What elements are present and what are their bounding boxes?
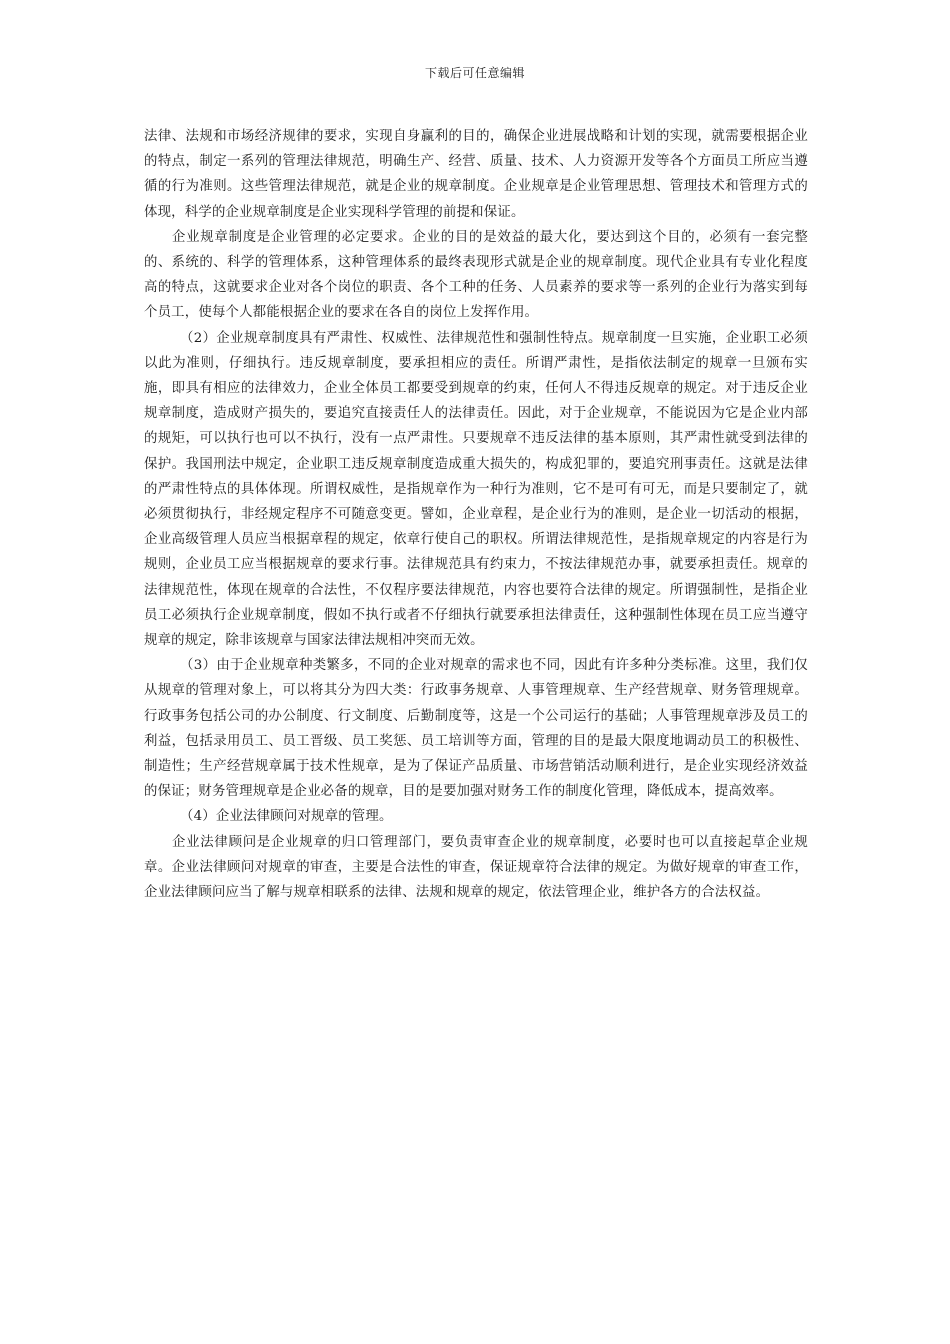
paragraph-6: 企业法律顾问是企业规章的归口管理部门，要负责审查企业的规章制度，必要时也可以直接起草企业规章。企业法律顾问对规章的审查，主要是合法性的审查，保证规章符合法律的规定。为做好规章的审查工作，企业法律顾问应当了解与规章相联系的法律、法规和规章的规定，依法管理企业，维护各方的合法权益。 [144, 834, 808, 901]
paragraph-4: （3）由于企业规章种类繁多，不同的企业对规章的需求也不同，因此有许多种分类标准。这里，我们仅从规章的管理对象上，可以将其分为四大类：行政事务规章、人事管理规章、生产经营规章、财务管理规章。行政事务包括公司的办公制度、行文制度、后勤制度等，这是一个公司运行的基础；人事管理规章涉及员工的利益，包括录用员工、员工晋级、员工奖惩、员工培训等方面，管理的目的是最大限度地调动员工的积极性、制造性；生产经营规章属于技术性规章，是为了保证产品质量、市场营销活动顺利进行，是企业实现经济效益的保证；财务管理规章是企业必备的规章，目的是要加强对财务工作的制度化管理，降低成本，提高效率。 [144, 658, 808, 800]
paragraph-3: （2）企业规章制度具有严肃性、权威性、法律规范性和强制性特点。规章制度一旦实施，企业职工必须以此为准则，仔细执行。违反规章制度，要承担相应的责任。所谓严肃性，是指依法制定的规章一旦颁布实施，即具有相应的法律效力，企业全体员工都要受到规章的约束，任何人不得违反规章的规定。对于违反企业规章制度，造成财产损失的，要追究直接责任人的法律责任。因此，对于企业规章，不能说因为它是企业内部的规矩，可以执行也可以不执行，没有一点严肃性。只要规章不违反法律的基本原则，其严肃性就受到法律的保护。我国刑法中规定，企业职工违反规章制度造成重大损失的，构成犯罪的，要追究刑事责任。这就是法律的严肃性特点的具体体现。所谓权威性，是指规章作为一种行为准则，它不是可有可无，而是只要制定了，就必须贯彻执行，非经规定程序不可随意变更。譬如，企业章程，是企业行为的准则，是企业一切活动的根据，企业高级管理人员应当根据章程的规定，依章行使自己的职权。所谓法律规范性，是指规章规定的内容是行为规则，企业员工应当根据规章的要求行事。法律规范具有约束力，不按法律规范办事，就要承担责任。规章的法律规范性，体现在规章的合法性，不仅程序要法律规范，内容也要符合法律的规定。所谓强制性，是指企业员工必须执行企业规章制度，假如不执行或者不仔细执行就要承担法律责任，这种强制性体现在员工应当遵守规章的规定，除非该规章与国家法律法规相冲突而无效。 [144, 330, 808, 649]
paragraph-2: 企业规章制度是企业管理的必定要求。企业的目的是效益的最大化，要达到这个目的，必须有一套完整的、系统的、科学的管理体系，这种管理体系的最终表现形式就是企业的规章制度。现代企业具有专业化程度高的特点，这就要求企业对各个岗位的职责、各个工种的任务、人员素养的要求等一系列的企业行为落实到每个员工，使每个人都能根据企业的要求在各自的岗位上发挥作用。 [144, 229, 808, 321]
paragraph-1: 法律、法规和市场经济规律的要求，实现自身赢利的目的，确保企业进展战略和计划的实现，就需要根据企业的特点，制定一系列的管理法律规范，明确生产、经营、质量、技术、人力资源开发等各个方面员工所应当遵循的行为准则。这些管理法律规范，就是企业的规章制度。企业规章是企业管理思想、管理技术和管理方式的体现，科学的企业规章制度是企业实现科学管理的前提和保证。 [144, 129, 808, 220]
paragraph-5: （4）企业法律顾问对规章的管理。 [180, 809, 393, 825]
page-header: 下载后可任意编辑 [424, 66, 525, 80]
document-body [144, 124, 808, 905]
